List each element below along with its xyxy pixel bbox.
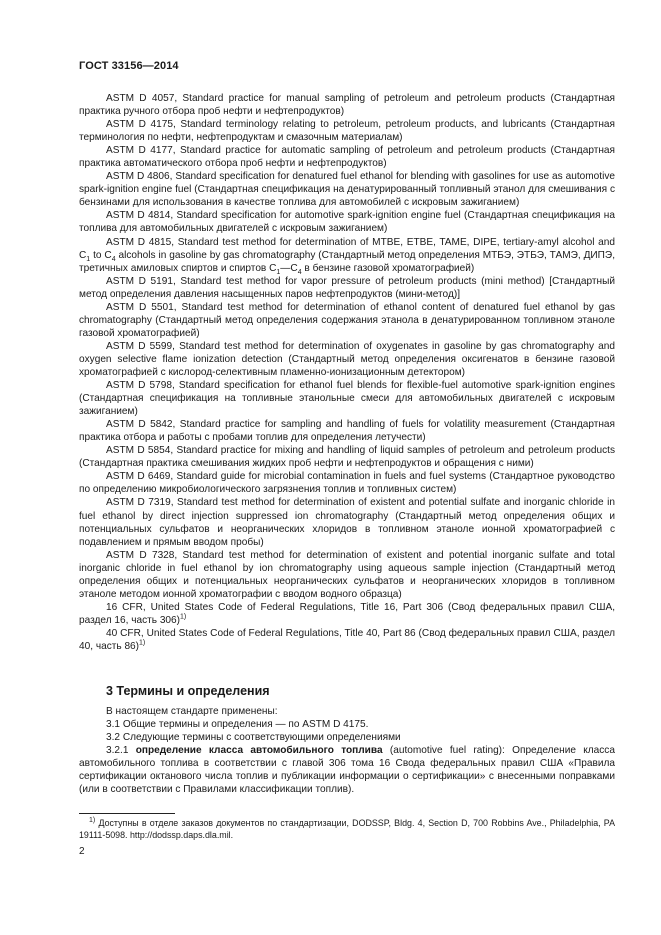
reference-id: ASTM D 4814 [106,210,171,222]
reference-id: ASTM D 5842 [106,419,173,431]
reference-id: ASTM D 5191 [106,275,173,287]
clause-3-2: 3.2 Следующие термины с соответствующими определениями [106,732,401,744]
reference-text: Standard test method for determination of ethanol content of denatured fuel ethanol by gas chromatography (Стандартный метод определения содержания этанола в денатурированном топливном этаноле газовой хроматографией) [79,301,615,339]
references-list [79,92,615,653]
reference-item: ASTM D 4057, Standard practice for manual sampling of petroleum and petroleum products (Стандартная практика ручного отбора проб нефти и нефтепродуктов) [79,93,615,118]
reference-id: ASTM D 5854 [106,445,171,457]
page-number: 2 [79,846,85,857]
reference-item: ASTM D 5798, Standard specification for ethanol fuel blends for flexible-fuel automotive spark-ignition engines (Стандартная спецификация на топливные этанольные смеси для автомобильных двигателей с искровым зажиганием) [79,380,615,418]
term-heading: определение класса автомобильного топлива [135,745,383,757]
section-intro: В настоящем стандарте применены: [106,706,278,717]
reference-item: ASTM D 5501, Standard test method for determination of ethanol content of denatured fuel ethanol by gas chromatography (Стандартный метод определения содержания этанола в денатурированном топливном этаноле газовой хроматографией) [79,301,615,339]
reference-text: to C [90,249,112,261]
reference-text: в бензине газовой хроматографией) [301,262,475,274]
clause-3-1: 3.1 Общие термины и определения — по ASTM D 4175. [106,719,369,731]
reference-id: ASTM D 7328 [106,549,175,561]
reference-id: ASTM D 4806 [106,171,170,183]
reference-text: Standard specification for denatured fuel ethanol for blending with gasolines for use as automotive spark-ignition engine fuel (Стандартная спецификация на денатурированный топливный этанол для смешивания с бензинами для использования в качестве топлива для автомобилей с искровым зажиганием) [79,171,615,209]
reference-text: Standard test method for determination of existent and potential inorganic sulfate and total inorganic chloride in fuel ethanol by ion chromatography using aqueous sample injection (Стандартный метод определения общих и потенциальных неорганических сульфатов и неорганических хлоридов в топливном этаноле методом ионной хроматографии с вводом водного образца) [79,549,615,600]
reference-id: ASTM D 5501 [106,301,174,313]
reference-item: ASTM D 7328, Standard test method for determination of existent and potential inorganic sulfate and total inorganic chloride in fuel ethanol by ion chromatography using aqueous sample injection (Стандартный метод определения общих и потенциальных неорганических сульфатов и неорганических хлоридов в топливном этаноле методом ионной хроматографии с вводом водного образца) [79,549,615,600]
footnote-divider [79,813,175,814]
reference-id: ASTM D 4177 [106,145,173,157]
section-body [79,705,615,796]
footnote-mark: 1) [180,613,187,621]
section-title: 3 Термины и определения [106,684,270,698]
reference-item: ASTM D 5599, Standard test method for determination of oxygenates in gasoline by gas chromatography and oxygen selective flame ionization detection (Стандартный метод определения оксигенатов в бензине газовой хроматографией с кислород-селективным пламенно-ионизационным детектором) [79,340,615,378]
reference-id: ASTM D 4815 [106,236,172,248]
reference-item: 16 CFR, United States Code of Federal Regulations, Title 16, Part 306 (Свод федеральных правил США, раздел 16, часть 306)$^{1)}$ [79,601,616,626]
reference-id: ASTM D 6469 [106,471,171,483]
reference-id: ASTM D 5798 [106,380,172,392]
reference-text: Standard practice for mixing and handling of liquid samples of petroleum and petroleum products (Стандартная практика смешивания жидких проб нефти и нефтепродуктов и обращения с ними) [79,445,615,470]
reference-text: Standard specification for automotive spark-ignition engine fuel (Стандартная спецификация на топлива для автомобильных двигателей с искровым зажиганием) [79,210,615,235]
reference-text: Standard test method for vapor pressure of petroleum products (mini method) [Стандартный метод определения давления насыщенных паров нефтепродуктов (мини-метод)] [79,275,615,300]
reference-item: ASTM D 4815, Standard test method for determination of MTBE, ETBE, TAME, DIPE, tertiary-amyl alcohol and $C_1$ to $C_4$ alcohols in gasoline by gas chromatography (Стандартный метод определения МТБЭ, ЭТБЭ, ТАМЭ, ДИПЭ, третичных амиловых спиртов и спиртов $С_1—С_4$ в бензине газовой хроматографией) [79,236,615,276]
reference-text: Standard practice for sampling and handling of fuels for volatility measurement (Стандартная практика отбора и работы с пробами топлив для определения летучести) [79,419,615,444]
subscript: 1 [276,268,281,276]
footnote-mark: 1) [89,817,96,825]
reference-item: ASTM D 5191, Standard test method for vapor pressure of petroleum products (mini method) [Стандартный метод определения давления насыщенных паров нефтепродуктов (мини-метод)] [79,275,615,300]
reference-item: ASTM D 4806, Standard specification for denatured fuel ethanol for blending with gasolines for use as automotive spark-ignition engine fuel (Стандартная спецификация на денатурированный топливный этанол для смешивания с бензинами для использования в качестве топлива для автомобилей с искровым зажиганием) [79,171,615,209]
reference-text: United States Code of Federal Regulations, Title 16, Part 306 (Свод федеральных правил США, раздел 16, часть 306) [79,601,616,626]
reference-item: ASTM D 5842, Standard practice for sampling and handling of fuels for volatility measurement (Стандартная практика отбора и работы с пробами топлив для определения летучести) [79,419,615,444]
footnote-mark: 1) [139,639,146,647]
reference-text: Standard specification for ethanol fuel blends for flexible-fuel automotive spark-ignition engines (Стандартная спецификация на топливные этанольные смеси для автомобильных двигателей с искровым зажиганием) [79,380,615,418]
reference-text: United States Code of Federal Regulations, Title 40, Part 86 (Свод федеральных правил США, раздел 40, часть 86) [79,627,616,652]
reference-item: 40 CFR, United States Code of Federal Regulations, Title 40, Part 86 (Свод федеральных правил США, раздел 40, часть 86)$^{1)}$ [79,627,616,652]
footnote-text [79,818,615,841]
subscript: 4 [297,268,302,276]
reference-item: ASTM D 7319, Standard test method for determination of existent and potential sulfate and inorganic chloride in fuel ethanol by direct injection suppressed ion chromatography (Стандартный метод определения общих и потенциальных сульфатов и неорганических хлоридов в топливном этаноле ионной хроматографией с подавлением и прямым вводом пробы) [79,497,615,548]
standard-header: ГОСТ 33156—2014 [79,60,179,72]
reference-item: ASTM D 5854, Standard practice for mixing and handling of liquid samples of petroleum and petroleum products (Стандартная практика смешивания жидких проб нефти и нефтепродуктов и обращения с ними) [79,445,615,470]
reference-item: ASTM D 6469, Standard guide for microbial contamination in fuels and fuel systems (Стандартное руководство по определению микробиологического загрязнения топлив и топливных систем) [79,471,615,496]
reference-id: 40 CFR [106,627,141,639]
reference-text: alcohols in gasoline by gas chromatography (Стандартный метод определения МТБЭ, ЭТБЭ, ТАМЭ, ДИПЭ, третичных амиловых спиртов и спиртов С [79,249,615,274]
subscript: 4 [111,255,116,263]
reference-text: Standard guide for microbial contamination in fuels and fuel systems (Стандартное руководство по определению микробиологического загрязнения топлив и топливных систем) [79,471,615,496]
reference-text: —С [280,262,298,274]
reference-text: Standard practice for automatic sampling of petroleum and petroleum products (Стандартная практика автоматического отбора проб нефти и нефтепродуктов) [79,145,615,170]
reference-id: ASTM D 4057 [106,93,175,104]
reference-item: ASTM D 4814, Standard specification for automotive spark-ignition engine fuel (Стандартная спецификация на топлива для автомобильных двигателей с искровым зажиганием) [79,210,615,235]
footnote-body: Доступны в отделе заказов документов по стандартизации, DODSSP, Bldg. 4, Section D, 700 Robbins Ave., Philadelphia, PA 19111-5098. http://dodssp.daps.dla.mil. [79,818,615,840]
term-definition: (automotive fuel rating): Определение класса автомобильного топлива в соответствии с главой 306 тома 16 Свода федеральных правил США «Правила сертификации октанового числа топлив и публикации информации о сертификации» с внесенными поправками (или в соответствии с Правилами классификации топлив). [79,745,615,796]
reference-id: ASTM D 7319 [106,497,171,509]
reference-text: Standard test method for determination of oxygenates in gasoline by gas chromatography and oxygen selective flame ionization detection (Стандартный метод определения оксигенатов в бензине газовой хроматографией с кислород-селективным пламенно-ионизационным детектором) [79,340,615,378]
footnote [79,818,615,841]
reference-text: Standard terminology relating to petroleum, petroleum products, and lubricants (Стандартная терминология по нефти, нефтепродуктам и смазочным материалам) [79,119,615,144]
clause-3-2-1 [79,744,615,796]
reference-id: ASTM D 5599 [106,340,173,352]
reference-item: ASTM D 4175, Standard terminology relating to petroleum, petroleum products, and lubricants (Стандартная терминология по нефти, нефтепродуктам и смазочным материалам) [79,119,615,144]
reference-text: Standard test method for determination of existent and potential sulfate and inorganic chloride in fuel ethanol by direct injection suppressed ion chromatography (Стандартный метод определения общих и потенциальных сульфатов и неорганических хлоридов в топливном этаноле ионной хроматографией с подавлением и прямым вводом пробы) [79,497,615,548]
clause-number: 3.2.1 [106,745,136,757]
subscript: 1 [86,255,91,263]
reference-text: Standard test method for determination of MTBE, ETBE, TAME, DIPE, tertiary-amyl alcohol and C [79,236,615,261]
reference-id: ASTM D 4175 [106,119,173,131]
reference-id: 16 CFR [106,601,143,613]
reference-item: ASTM D 4177, Standard practice for automatic sampling of petroleum and petroleum products (Стандартная практика автоматического отбора проб нефти и нефтепродуктов) [79,145,615,170]
reference-text: Standard practice for manual sampling of petroleum and petroleum products (Стандартная практика ручного отбора проб нефти и нефтепродуктов) [79,93,615,118]
